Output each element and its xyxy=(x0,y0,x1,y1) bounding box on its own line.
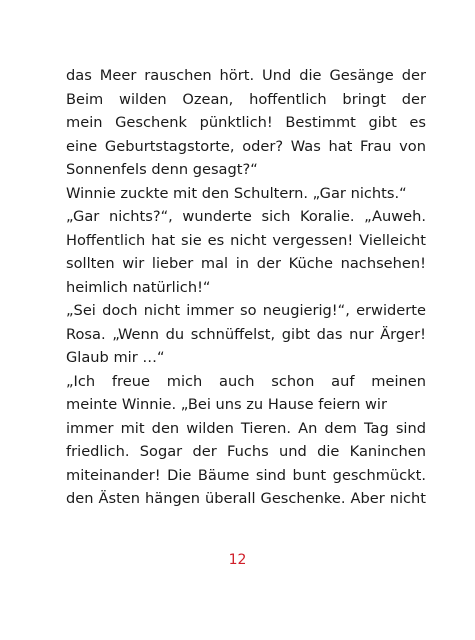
text-line: immer mit den wilden Tieren. An dem Tag sind xyxy=(66,419,426,437)
text-line: meinte Winnie. „Bei uns zu Hause feiern wir xyxy=(66,396,387,413)
text-line: Beim wilden Ozean, hoffentlich bringt der xyxy=(66,90,426,108)
text-line: miteinander! Die Bäume sind bunt geschmückt. xyxy=(66,466,426,484)
text-line: Hoffentlich hat sie es nicht vergessen! Vielleicht xyxy=(66,231,426,249)
text-line: eine Geburtstagstorte, oder? Was hat Frau von xyxy=(66,137,426,155)
text-line: „Ich freue mich auch schon auf meinen xyxy=(66,372,426,390)
text-line: sollten wir lieber mal in der Küche nachsehen! xyxy=(66,255,426,272)
text-line: mein Geschenk pünktlich! Bestimmt gibt es xyxy=(66,114,426,131)
text-line: Glaub mir …“ xyxy=(66,349,165,366)
text-line: Winnie zuckte mit den Schultern. „Gar nichts.“ xyxy=(66,184,407,202)
text-line: Rosa. „Wenn du schnüffelst, gibt das nur Ärger! xyxy=(66,325,426,343)
text-line: „Sei doch nicht immer so neugierig!“, erwiderte xyxy=(66,302,426,319)
text-line: den Ästen hängen überall Geschenke. Aber nicht xyxy=(66,490,426,507)
body-text xyxy=(66,64,426,511)
text-line: heimlich natürlich!“ xyxy=(66,278,211,296)
text-line: Sonnenfels denn gesagt?“ xyxy=(66,161,258,178)
text-line: das Meer rauschen hört. Und die Gesänge der xyxy=(66,67,426,84)
page-number: 12 xyxy=(228,552,247,568)
text-line: „Gar nichts?“, wunderte sich Koralie. „Auweh. xyxy=(66,208,426,225)
text-line: friedlich. Sogar der Fuchs und die Kaninchen xyxy=(66,443,426,460)
